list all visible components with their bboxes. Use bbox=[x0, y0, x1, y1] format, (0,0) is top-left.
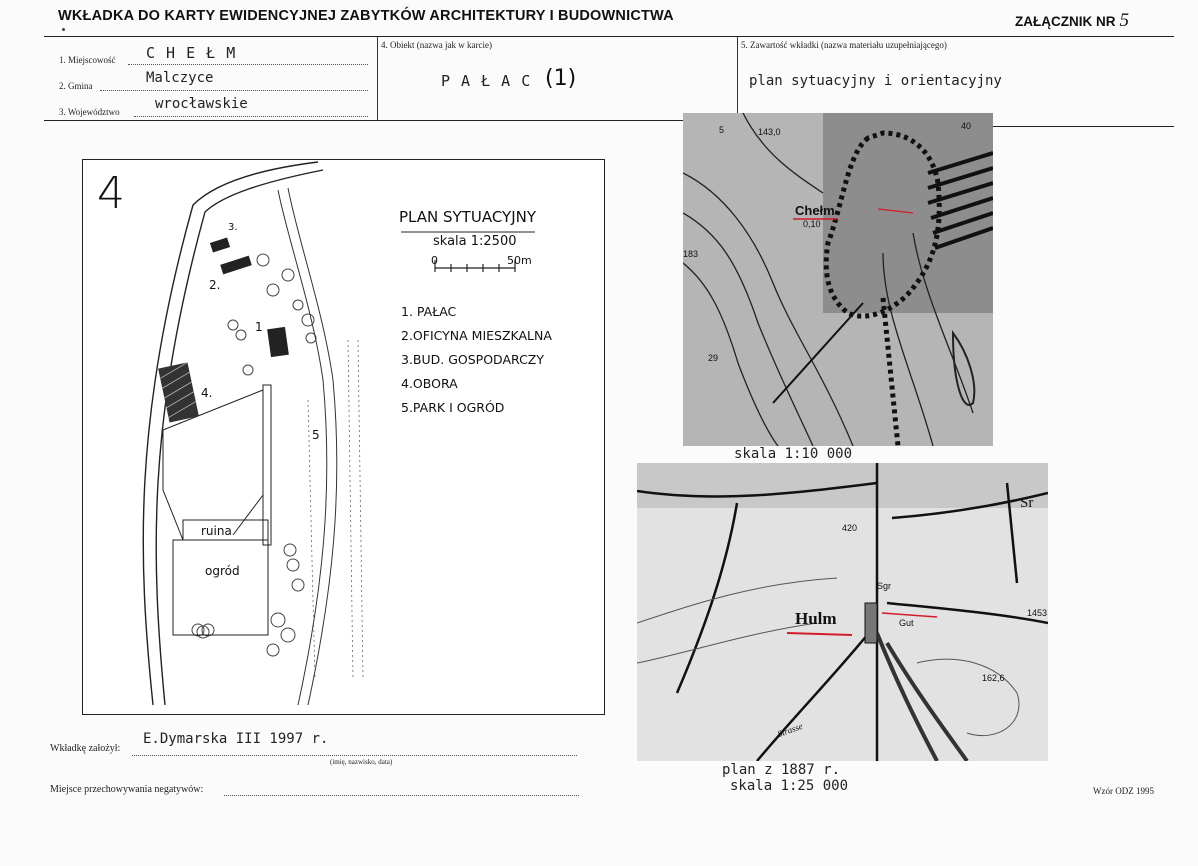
site-plan-drawing bbox=[83, 160, 604, 714]
form-divider-1 bbox=[377, 36, 378, 120]
map-bottom-caption-1: plan z 1887 r. bbox=[722, 762, 841, 778]
map-bottom-height-1: 420 bbox=[842, 523, 858, 533]
label-park: 5 bbox=[312, 428, 320, 442]
label-ruin: ruina bbox=[201, 524, 232, 538]
legend-item: 4.OBORA bbox=[401, 376, 458, 391]
label-building-2: 2. bbox=[209, 278, 221, 292]
field-town-value: C H E Ł M bbox=[146, 44, 237, 62]
annex-number: 5 bbox=[1119, 10, 1129, 31]
map-top-height-2: 40 bbox=[961, 121, 972, 131]
map-bottom-river: Strasse bbox=[776, 720, 804, 740]
scale-bar-end: 50m bbox=[507, 254, 532, 267]
form-code: Wzór ODZ 1995 bbox=[1093, 786, 1154, 796]
content-label: 5. Zawartość wkładki (nazwa materiału uzupełniającego) bbox=[741, 40, 947, 50]
annex-text: ZAŁĄCZNIK NR bbox=[1015, 14, 1116, 29]
plan-legend bbox=[401, 304, 552, 424]
map-top-place: Chełm bbox=[795, 203, 835, 218]
map-top-height-3: 183 bbox=[683, 249, 699, 259]
map-bottom-height-2: 1453 bbox=[1027, 608, 1048, 618]
form-divider-2 bbox=[737, 36, 738, 120]
map-bottom-label-gut: Gut bbox=[899, 618, 914, 628]
map-bottom-corner-text: Sr bbox=[1020, 495, 1034, 511]
map-bottom-label-sgr: Sgr bbox=[877, 581, 892, 591]
form-title: WKŁADKA DO KARTY EWIDENCYJNEJ ZABYTKÓW ARCHITEKTURY I BUDOWNICTWA bbox=[58, 8, 674, 24]
legend-item: 5.PARK I OGRÓD bbox=[401, 400, 505, 415]
field-town-label: 1. Miejscowość bbox=[59, 55, 116, 65]
content-value: plan sytuacyjny i orientacyjny bbox=[749, 73, 1002, 89]
legend-item: 3.BUD. GOSPODARCZY bbox=[401, 352, 545, 367]
author-label: Wkładkę założył: bbox=[50, 743, 121, 754]
map-top-code: 0,10 bbox=[803, 219, 821, 229]
map-bottom-drawing bbox=[637, 463, 1048, 761]
legend-item: 1. PAŁAC bbox=[401, 304, 457, 319]
object-value: P A Ł A C bbox=[441, 72, 532, 90]
site-plan bbox=[82, 159, 605, 715]
map-top-drawing bbox=[683, 113, 993, 446]
map-bottom-height-3: 162,6 bbox=[982, 673, 1005, 683]
map-top-height-4: 29 bbox=[708, 353, 719, 363]
form-bottom-rule-right bbox=[992, 126, 1174, 127]
author-hint: (imię, nazwisko, data) bbox=[330, 758, 393, 766]
label-building-4: 4. bbox=[201, 386, 213, 400]
author-dots bbox=[132, 755, 577, 756]
label-building-3: 3. bbox=[228, 222, 238, 233]
object-number: (1) bbox=[545, 66, 577, 91]
ink-dot bbox=[62, 28, 65, 31]
orientation-map-25000 bbox=[637, 463, 1048, 761]
form-bottom-rule bbox=[44, 120, 687, 121]
field-commune-label: 2. Gmina bbox=[59, 81, 93, 91]
field-town-dots bbox=[128, 64, 368, 65]
map-top-height-5: 5 bbox=[719, 125, 725, 135]
storage-label: Miejsce przechowywania negatywów: bbox=[50, 784, 204, 795]
field-commune-value: Malczyce bbox=[146, 70, 214, 86]
object-label: 4. Obiekt (nazwa jak w karcie) bbox=[381, 40, 492, 50]
author-value: E.Dymarska III 1997 r. bbox=[143, 731, 329, 747]
map-top-caption: skala 1:10 000 bbox=[734, 446, 853, 462]
label-garden: ogród bbox=[205, 564, 240, 578]
label-building-1: 1 bbox=[255, 320, 263, 334]
map-bottom-place: Hulm bbox=[795, 609, 837, 628]
legend-item: 2.OFICYNA MIESZKALNA bbox=[401, 328, 552, 343]
field-commune-dots bbox=[100, 90, 368, 91]
header-rule bbox=[44, 36, 1174, 37]
plan-title: PLAN SYTUACYJNY bbox=[399, 208, 536, 226]
scale-bar-start: 0 bbox=[431, 254, 438, 267]
map-top-height-1: 143,0 bbox=[758, 127, 781, 137]
orientation-map-10000 bbox=[683, 113, 993, 446]
annex-label bbox=[1015, 10, 1129, 32]
field-voivodeship-dots bbox=[134, 116, 368, 117]
storage-dots bbox=[224, 795, 579, 796]
plan-sheet-number: 4 bbox=[97, 168, 125, 219]
field-voivodeship-value: wrocławskie bbox=[155, 96, 248, 112]
plan-scale: skala 1:2500 bbox=[433, 234, 517, 249]
map-bottom-caption-2: skala 1:25 000 bbox=[730, 778, 849, 794]
field-voivodeship-label: 3. Województwo bbox=[59, 107, 120, 117]
